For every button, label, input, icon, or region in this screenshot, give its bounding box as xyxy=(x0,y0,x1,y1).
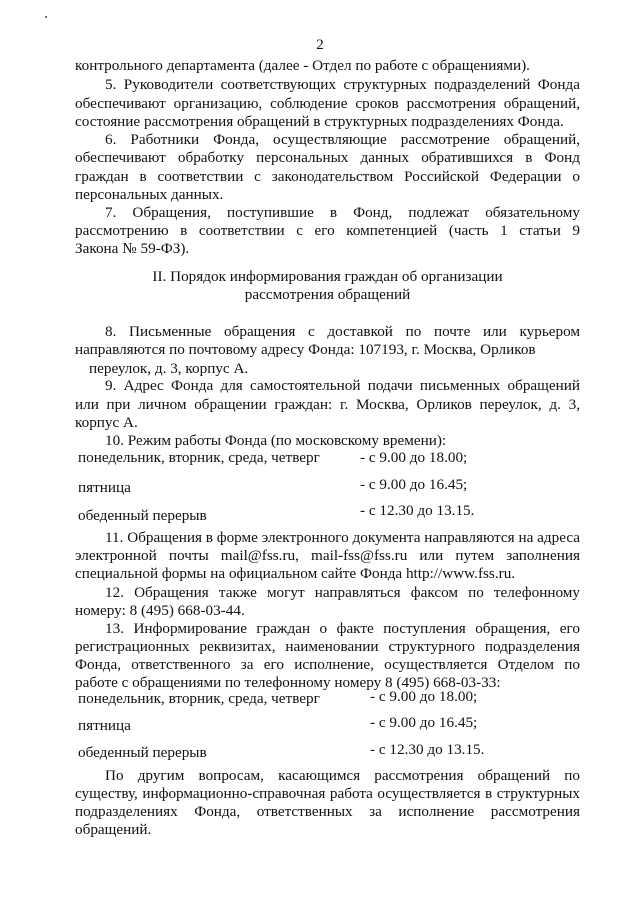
text-line: специальной формы на официальном сайте Фонда http://www.fss.ru. xyxy=(75,565,516,582)
schedule-day: понедельник, вторник, среда, четверг xyxy=(78,449,320,466)
text-line: 10. Режим работы Фонда (по московскому времени): xyxy=(105,432,447,449)
schedule-day: обеденный перерыв xyxy=(78,507,207,524)
text-line: или при личном обращении граждан: г. Москва, Орликов переулок, д. 3, xyxy=(75,396,580,413)
text-line: 5. Руководители соответствующих структурных подразделений Фонда xyxy=(105,76,580,93)
text-line: работе с обращениями по телефонному номеру 8 (495) 668-03-33: xyxy=(75,674,501,691)
scan-speck xyxy=(45,16,47,18)
schedule-time: - с 12.30 до 13.15. xyxy=(370,741,485,758)
schedule-time: - с 9.00 до 16.45; xyxy=(370,714,478,731)
page-number: 2 xyxy=(316,37,324,53)
text-line: корпус А. xyxy=(75,414,138,431)
text-line: номеру: 8 (495) 668-03-44. xyxy=(75,602,245,619)
text-line: состояние рассмотрения обращений в структурных подразделениях Фонда. xyxy=(75,113,564,130)
text-line: переулок, д. 3, корпус А. xyxy=(89,360,249,377)
text-line: персональных данных. xyxy=(75,186,224,203)
text-line: По другим вопросам, касающимся рассмотрения обращений по xyxy=(105,767,580,784)
schedule-day: пятница xyxy=(78,479,131,496)
text-line: 9. Адрес Фонда для самостоятельной подачи письменных обращений xyxy=(105,377,580,394)
text-line: электронной почты mail@fss.ru, mail-fss@fss.ru или путем заполнения xyxy=(75,547,580,564)
section-heading: рассмотрения обращений xyxy=(244,286,411,303)
schedule-time: - с 9.00 до 18.00; xyxy=(360,449,468,466)
text-line: 13. Информирование граждан о факте поступления обращения, его xyxy=(105,620,580,637)
text-line: обеспечивают организацию, соблюдение сроков рассмотрения обращений, xyxy=(75,95,580,112)
schedule-time: - с 12.30 до 13.15. xyxy=(360,502,475,519)
schedule-day: понедельник, вторник, среда, четверг xyxy=(78,690,320,707)
text-line: 7. Обращения, поступившие в Фонд, подлежат обязательному xyxy=(105,204,580,221)
text-line: 8. Письменные обращения с доставкой по почте или курьером xyxy=(105,323,580,340)
schedule-day: обеденный перерыв xyxy=(78,744,207,761)
schedule-time: - с 9.00 до 18.00; xyxy=(370,688,478,705)
text-line: Закона № 59-ФЗ). xyxy=(75,240,190,257)
schedule-time: - с 9.00 до 16.45; xyxy=(360,476,468,493)
text-line: 11. Обращения в форме электронного документа направляются на адреса xyxy=(105,529,580,546)
text-line: подразделениях Фонда, ответственных за исполнение рассмотрения xyxy=(75,803,580,820)
text-line: граждан в соответствии с законодательством Российской Федерации о xyxy=(75,168,580,185)
text-line: контрольного департамента (далее - Отдел по работе с обращениями). xyxy=(75,57,530,74)
text-line: обращений. xyxy=(75,821,152,838)
section-heading: II. Порядок информирования граждан об организации xyxy=(152,268,503,285)
text-line: существу, информационно-справочная работа осуществляется в структурных xyxy=(75,785,580,802)
text-line: регистрационных реквизитах, наименовании структурного подразделения xyxy=(75,638,580,655)
text-line: направляются по почтовому адресу Фонда: 107193, г. Москва, Орликов xyxy=(75,341,536,358)
text-line: 12. Обращения также могут направляться факсом по телефонному xyxy=(105,584,580,601)
text-line: рассмотрению в соответствии с его компетенцией (часть 1 статьи 9 xyxy=(75,222,580,239)
text-line: обеспечивают обработку персональных данных обратившихся в Фонд xyxy=(75,149,580,166)
text-line: Фонда, ответственного за его исполнение, осуществляется Отделом по xyxy=(75,656,580,673)
schedule-day: пятница xyxy=(78,717,131,734)
text-line: 6. Работники Фонда, осуществляющие рассмотрение обращений, xyxy=(105,131,580,148)
